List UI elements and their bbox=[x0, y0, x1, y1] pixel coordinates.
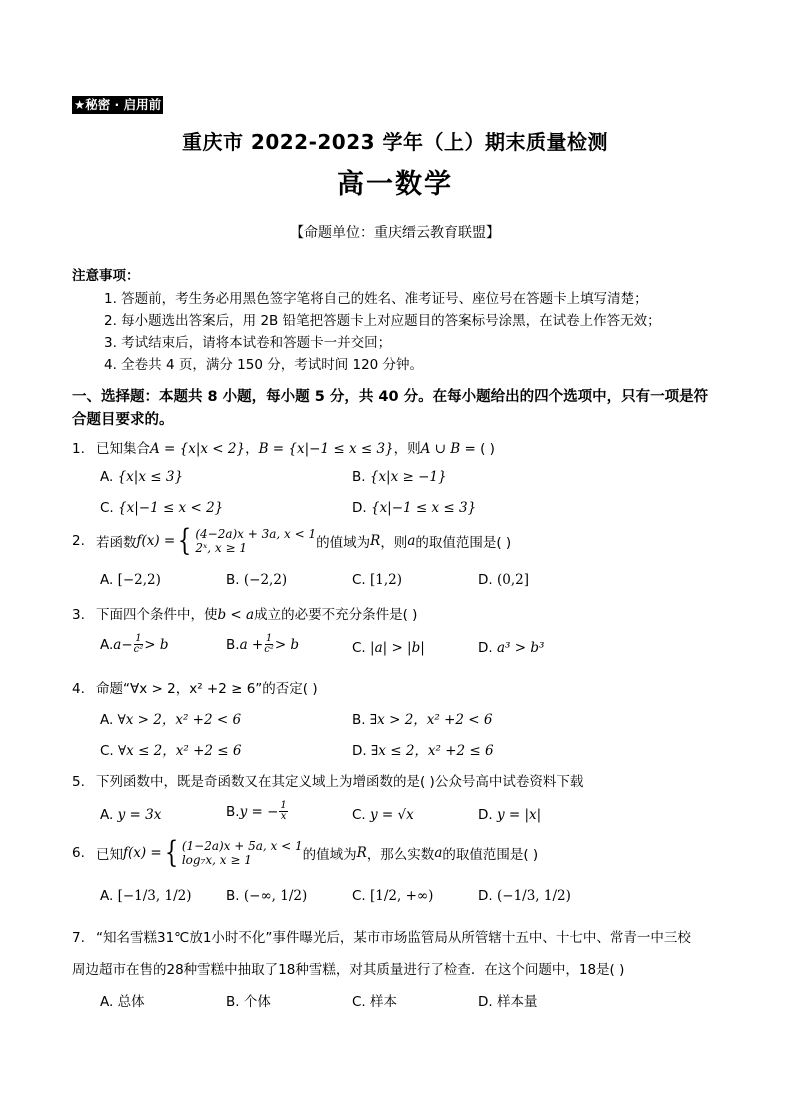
option-c[interactable]: C. 样本 bbox=[352, 994, 398, 1010]
question-1 bbox=[72, 437, 495, 457]
option-label: A. bbox=[100, 807, 118, 823]
option-math: {x|x ≥ −1} bbox=[369, 469, 447, 485]
option-c[interactable] bbox=[352, 807, 414, 823]
option-d[interactable]: D. 样本量 bbox=[478, 994, 538, 1010]
math-expr: b < a bbox=[217, 607, 255, 623]
option-label: C. bbox=[352, 807, 371, 823]
question-number: 1. bbox=[72, 441, 85, 457]
option-b[interactable] bbox=[226, 801, 289, 822]
option-label: C. bbox=[100, 743, 119, 759]
option-label: D. bbox=[478, 807, 497, 823]
option-c[interactable] bbox=[352, 888, 433, 904]
option-math: {x|−1 ≤ x ≤ 3} bbox=[370, 500, 477, 516]
option-math: (0,2] bbox=[496, 572, 529, 588]
question-text: 下面四个条件中，使 bbox=[96, 607, 218, 623]
question-text: 的取值范围是( ) bbox=[442, 847, 539, 863]
option-b[interactable] bbox=[226, 634, 299, 655]
question-text: 的值域为 bbox=[302, 847, 357, 863]
question-text: 已知集合 bbox=[96, 441, 150, 457]
option-c[interactable] bbox=[100, 500, 223, 516]
question-number: 2. bbox=[72, 533, 85, 549]
case-line: log₇x, x ≥ 1 bbox=[181, 853, 252, 867]
case-line: (1−2a)x + 5a, x < 1 bbox=[181, 839, 303, 853]
option-a[interactable] bbox=[100, 572, 161, 588]
option-c[interactable] bbox=[100, 739, 241, 759]
option-label: B. bbox=[226, 572, 244, 588]
option-a[interactable] bbox=[100, 888, 191, 904]
case-line: (4−2a)x + 3a, x < 1 bbox=[195, 527, 317, 541]
option-math: (−∞, 1/2) bbox=[243, 888, 308, 904]
option-label: B. bbox=[226, 888, 244, 904]
option-math: y = 3x bbox=[117, 807, 162, 823]
option-label: D. bbox=[352, 743, 371, 759]
question-4 bbox=[72, 677, 318, 697]
option-math: [1,2) bbox=[370, 572, 403, 588]
option-math: [−1/3, 1/2) bbox=[117, 888, 192, 904]
option-d[interactable] bbox=[352, 739, 494, 759]
math-expr: B = {x|−1 ≤ x ≤ 3} bbox=[258, 441, 394, 457]
option-math: [−2,2) bbox=[117, 572, 161, 588]
note-item: 3. 考试结束后，请将本试卷和答题卡一并交回； bbox=[104, 335, 392, 351]
math-expr: A ∪ B bbox=[420, 441, 461, 457]
option-a[interactable] bbox=[100, 708, 241, 728]
math-expr: a bbox=[407, 533, 416, 549]
fraction: $\frac{1}{\text{c²}}$ bbox=[133, 633, 144, 655]
option-c[interactable] bbox=[352, 572, 402, 588]
option-math: ∀x > 2，x² +2 < 6 bbox=[117, 712, 242, 728]
option-label: C. bbox=[352, 888, 371, 904]
fraction: $\frac{1}{x}$ bbox=[280, 800, 287, 822]
option-math: ∀x ≤ 2，x² +2 ≤ 6 bbox=[118, 743, 242, 759]
option-b[interactable] bbox=[226, 572, 287, 588]
question-text: 的值域为 bbox=[316, 535, 371, 551]
question-text: 下列函数中，既是奇函数又在其定义域上为增函数的是( )公众号高中试卷资料下载 bbox=[96, 774, 584, 790]
piecewise-function bbox=[175, 523, 317, 558]
brace-icon: { bbox=[178, 523, 192, 558]
question-5 bbox=[72, 770, 583, 790]
option-label: A. bbox=[100, 469, 118, 485]
option-label: A. bbox=[100, 636, 114, 653]
question-text: “知名雪糕31℃放1小时不化”事件曝光后，某市市场监管局从所管辖十五中、十七中、常青一中三校 bbox=[96, 930, 691, 946]
question-number: 3. bbox=[72, 607, 85, 623]
option-d[interactable] bbox=[352, 500, 476, 516]
option-a[interactable] bbox=[100, 807, 161, 823]
option-math: > b bbox=[144, 636, 169, 653]
option-label: A. bbox=[100, 712, 118, 728]
question-7-line2: 周边超市在售的28种雪糕中抽取了18种雪糕，对其质量进行了检查．在这个问题中，18是( ) bbox=[72, 962, 625, 978]
question-text: = ( ) bbox=[460, 441, 495, 457]
option-math: ∃x ≤ 2，x² +2 ≤ 6 bbox=[370, 743, 494, 759]
option-a[interactable]: A. 总体 bbox=[100, 994, 145, 1010]
option-b[interactable]: B. 个体 bbox=[226, 994, 271, 1010]
option-d[interactable] bbox=[478, 572, 529, 588]
option-math: {x|−1 ≤ x < 2} bbox=[118, 500, 224, 516]
option-math: [1/2, +∞) bbox=[370, 888, 434, 904]
option-math: (−2,2) bbox=[243, 572, 288, 588]
option-label: A. bbox=[100, 572, 118, 588]
option-label: A. bbox=[100, 888, 118, 904]
option-label: B. bbox=[226, 803, 240, 820]
option-b[interactable] bbox=[352, 708, 492, 728]
question-text: 的取值范围是( ) bbox=[415, 535, 512, 551]
notes-heading: 注意事项： bbox=[72, 268, 140, 284]
option-d[interactable] bbox=[478, 888, 571, 904]
option-math: (−1/3, 1/2) bbox=[496, 888, 571, 904]
option-label: D. bbox=[478, 888, 497, 904]
option-label: D. bbox=[478, 640, 497, 656]
question-text: ，则 bbox=[393, 441, 421, 457]
option-d[interactable] bbox=[478, 807, 541, 823]
confidential-badge: ★秘密 · 启用前 bbox=[74, 97, 162, 112]
note-item: 1. 答题前，考生务必用黑色签字笔将自己的姓名、准考证号、座位号在答题卡上填写清楚； bbox=[104, 291, 648, 307]
option-label: D. bbox=[352, 500, 371, 516]
note-item: 4. 全卷共 4 页，满分 150 分，考试时间 120 分钟。 bbox=[104, 357, 424, 373]
question-text: ， bbox=[245, 441, 259, 457]
option-a[interactable] bbox=[100, 634, 169, 655]
question-6 bbox=[72, 835, 539, 870]
option-label: C. bbox=[352, 572, 371, 588]
section-heading: 一、选择题：本题共 8 小题，每小题 5 分，共 40 分。在每小题给出的四个选项中，只有一项是符合题目要求的。 bbox=[72, 389, 709, 428]
option-math: a + bbox=[239, 636, 264, 653]
piecewise-function bbox=[162, 835, 303, 870]
fraction: $\frac{1}{\text{c²}}$ bbox=[264, 633, 274, 655]
question-number: 6. bbox=[72, 845, 85, 861]
option-math: y = |x| bbox=[496, 807, 542, 823]
question-number: 4. bbox=[72, 681, 85, 697]
option-label: B. bbox=[226, 636, 240, 653]
note-item: 2. 每小题选出答案后，用 2B 铅笔把答题卡上对应题目的答案标号涂黑，在试卷上作答无效； bbox=[104, 313, 661, 329]
option-b[interactable] bbox=[352, 469, 447, 485]
option-math: ∃x > 2，x² +2 < 6 bbox=[369, 712, 493, 728]
option-d[interactable] bbox=[478, 640, 544, 656]
question-text: ，则 bbox=[380, 535, 408, 551]
option-label: D. bbox=[478, 572, 497, 588]
option-label: C. bbox=[352, 640, 371, 656]
math-expr: f(x) = bbox=[123, 845, 162, 861]
question-text: 若函数 bbox=[96, 535, 137, 551]
option-math: y = − bbox=[239, 803, 279, 820]
math-expr: f(x) = bbox=[136, 533, 176, 549]
question-text: 成立的必要不充分条件是( ) bbox=[254, 607, 418, 623]
exam-subtitle: 高一数学 bbox=[337, 169, 453, 200]
question-text: 已知 bbox=[96, 847, 123, 863]
question-text: ，那么实数 bbox=[366, 847, 435, 863]
exam-title: 重庆市 2022-2023 学年（上）期末质量检测 bbox=[181, 130, 609, 154]
case-line: 2ˣ, x ≥ 1 bbox=[195, 541, 247, 555]
exam-unit: 【命题单位：重庆缙云教育联盟】 bbox=[290, 225, 500, 241]
option-math: y = √x bbox=[370, 807, 414, 823]
math-expr: R bbox=[370, 533, 381, 549]
question-7 bbox=[72, 926, 691, 946]
option-math: > b bbox=[274, 636, 300, 653]
math-expr: a bbox=[434, 845, 443, 861]
option-a[interactable] bbox=[100, 469, 183, 485]
math-expr: R bbox=[356, 845, 367, 861]
math-expr: A = {x|x < 2} bbox=[150, 441, 246, 457]
question-2 bbox=[72, 523, 512, 558]
question-text: 命题“∀x > 2，x² +2 ≥ 6”的否定( ) bbox=[96, 681, 318, 697]
option-label: C. bbox=[100, 500, 119, 516]
option-math: a³ > b³ bbox=[496, 640, 545, 656]
option-b[interactable] bbox=[226, 888, 307, 904]
brace-icon: { bbox=[164, 835, 178, 870]
question-number: 5. bbox=[72, 774, 85, 790]
option-math: {x|x ≤ 3} bbox=[117, 469, 184, 485]
option-math: a− bbox=[113, 636, 133, 653]
option-label: B. bbox=[352, 469, 370, 485]
option-c[interactable] bbox=[352, 640, 425, 656]
question-3 bbox=[72, 603, 417, 623]
question-number: 7. bbox=[72, 930, 85, 946]
option-math: |a| > |b| bbox=[370, 640, 425, 656]
option-label: B. bbox=[352, 712, 370, 728]
